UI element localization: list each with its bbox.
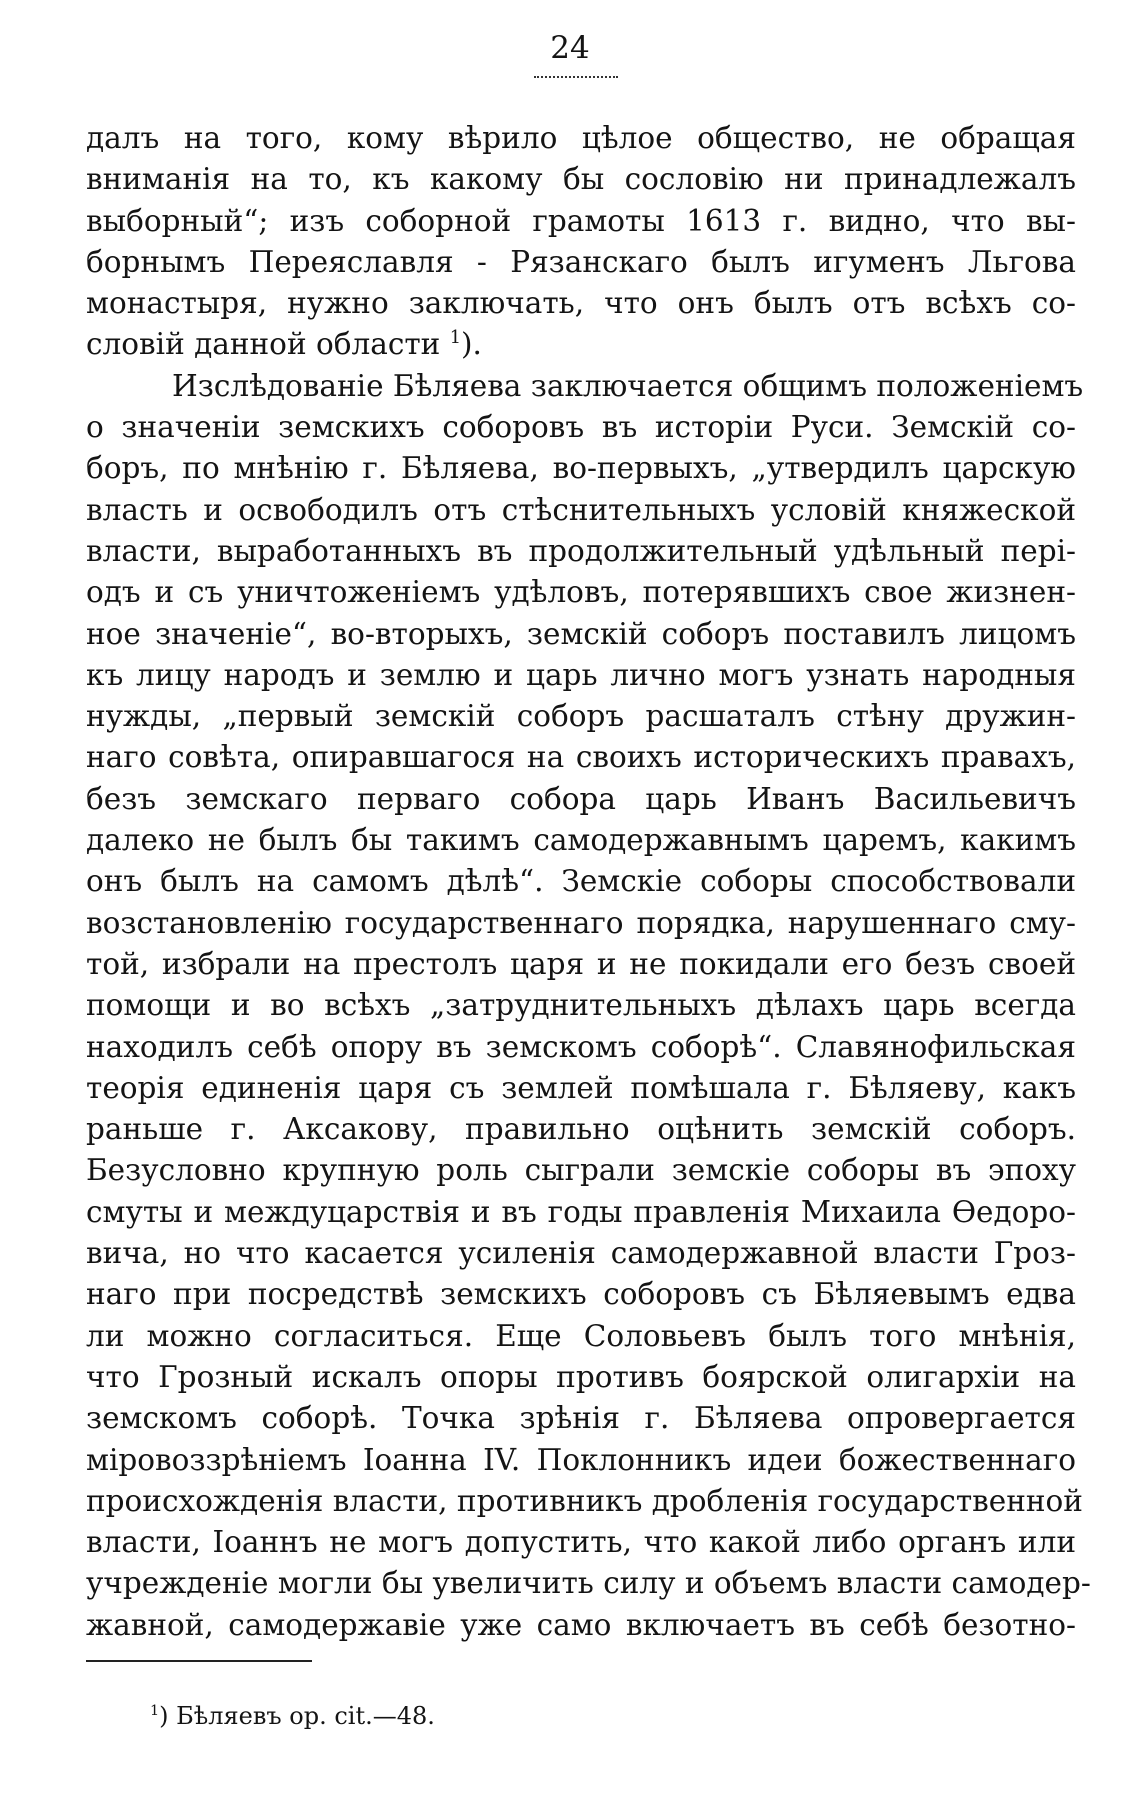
text-line: выборный“; изъ соборной грамоты 1613 г. видно, что вы- xyxy=(86,203,1076,238)
text-line: той, избрали на престолъ царя и не покидали его безъ своей xyxy=(86,946,1076,981)
text-line: борнымъ Переяславля - Рязанскаго былъ игуменъ Льгова xyxy=(86,244,1076,279)
footnote xyxy=(150,1700,435,1732)
text-line: находилъ себѣ опору въ земскомъ соборѣ“. Славянофильская xyxy=(86,1029,1076,1064)
text-line: вича, но что касается усиленія самодержавной власти Гроз- xyxy=(86,1236,1076,1271)
text-line: происхожденія власти, противникъ дробленія государственной xyxy=(86,1483,1083,1518)
text-line: наго при посредствѣ земскихъ соборовъ съ Бѣляевымъ едва xyxy=(86,1277,1076,1312)
text-line-segment: ). xyxy=(461,327,482,362)
text-line: что Грозный искалъ опоры противъ боярской олигархіи на xyxy=(86,1359,1076,1394)
text-line: вниманія на то, къ какому бы сословію ни принадлежалъ xyxy=(86,162,1076,197)
text-line: Изслѣдованіе Бѣляева заключается общимъ положеніемъ xyxy=(172,368,1084,403)
text-line: о значеніи земскихъ соборовъ въ исторіи Руси. Земскій со- xyxy=(86,410,1076,445)
text-line: міровоззрѣніемъ Іоанна IV. Поклонникъ идеи божественнаго xyxy=(86,1442,1076,1477)
text-line: жавной, самодержавіе уже само включаетъ въ себѣ безотно- xyxy=(86,1607,1076,1642)
text-line: учрежденіе могли бы увеличить силу и объемъ власти самодер- xyxy=(86,1566,1091,1601)
text-line: одъ и съ уничтоженіемъ удѣловъ, потерявшихъ свое жизнен- xyxy=(86,575,1076,610)
text-line: далеко не былъ бы такимъ самодержавнымъ царемъ, какимъ xyxy=(86,823,1076,858)
text-line: ное значеніе“, во-вторыхъ, земскій соборъ поставилъ лицомъ xyxy=(86,616,1076,651)
text-line: власть и освободилъ отъ стѣснительныхъ условій княжеской xyxy=(86,492,1076,527)
page-number: 24 xyxy=(550,30,590,66)
text-line: наго совѣта, опиравшагося на своихъ историческихъ правахъ, xyxy=(86,740,1076,775)
text-line: власти, выработанныхъ въ продолжительный удѣльный пері- xyxy=(86,533,1076,568)
text-line-segment: словій данной области xyxy=(86,327,441,362)
text-line: Безусловно крупную роль сыграли земскіе соборы въ эпоху xyxy=(86,1153,1076,1188)
text-line: земскомъ соборѣ. Точка зрѣнія г. Бѣляева опровергается xyxy=(86,1401,1076,1436)
footnote-rule xyxy=(86,1660,312,1662)
text-line: теорія единенія царя съ землей помѣшала г. Бѣляеву, какъ xyxy=(86,1070,1076,1105)
text-line: монастыря, нужно заключать, что онъ былъ отъ всѣхъ со- xyxy=(86,286,1076,321)
text-line: ли можно согласиться. Еще Соловьевъ былъ того мнѣнія, xyxy=(86,1318,1076,1353)
footnote-marker: 1 xyxy=(150,1703,160,1719)
text-line: къ лицу народъ и землю и царь лично могъ узнать народныя xyxy=(86,657,1076,692)
body-text xyxy=(86,118,1091,1646)
footnote-text: ) Бѣляевъ op. cit.—48. xyxy=(159,1702,435,1730)
text-line: возстановленію государственнаго порядка, нарушеннаго сму- xyxy=(86,905,1076,940)
text-line: боръ, по мнѣнію г. Бѣляева, во-первыхъ, „утвердилъ царскую xyxy=(86,451,1076,486)
text-line: смуты и междуцарствія и въ годы правленія Михаила Ѳедоро- xyxy=(86,1194,1076,1229)
text-line: власти, Іоаннъ не могъ допустить, что какой либо органъ или xyxy=(86,1525,1076,1560)
text-line: онъ былъ на самомъ дѣлѣ“. Земскіе соборы способствовали xyxy=(86,864,1076,899)
text-line: раньше г. Аксакову, правильно оцѣнить земскій соборъ. xyxy=(86,1112,1076,1147)
page-number-rule xyxy=(534,76,618,78)
text-line xyxy=(86,324,1076,365)
text-line: нужды, „первый земскій соборъ расшаталъ стѣну дружин- xyxy=(86,699,1076,734)
text-line: помощи и во всѣхъ „затруднительныхъ дѣлахъ царь всегда xyxy=(86,988,1076,1023)
text-line: далъ на того, кому вѣрило цѣлое общество, не обращая xyxy=(86,121,1076,155)
text-line: безъ земскаго перваго собора царь Иванъ Васильевичъ xyxy=(86,781,1076,816)
footnote-reference[interactable]: 1 xyxy=(449,328,461,349)
